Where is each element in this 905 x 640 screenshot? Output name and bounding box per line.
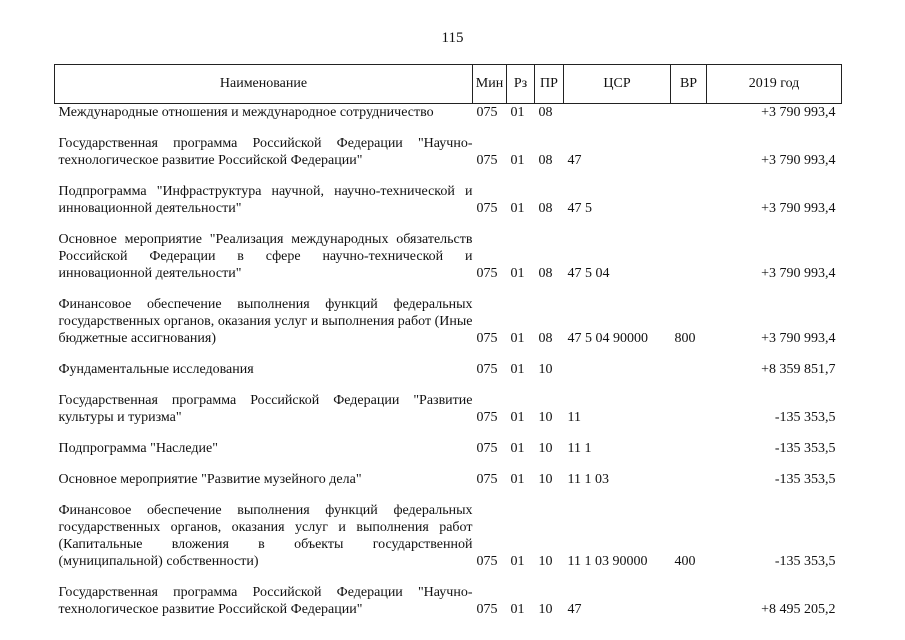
row-min: 075 <box>476 410 498 425</box>
row-min: 075 <box>476 153 498 168</box>
row-min: 075 <box>476 266 498 281</box>
row-amount: -135 353,5 <box>774 410 836 425</box>
table-body <box>55 104 842 624</box>
row-pr: 10 <box>538 472 553 487</box>
row-rz: 01 <box>510 201 525 216</box>
row-vr: 400 <box>674 554 696 569</box>
row-pr: 08 <box>538 153 553 168</box>
row-min: 075 <box>476 472 498 487</box>
row-rz: 01 <box>510 554 525 569</box>
row-pr: 10 <box>538 602 553 617</box>
row-vr <box>671 104 707 127</box>
row-name: Финансовое обеспечение выполнения функций федеральных государственных органов, оказания услуг и выполнения работ (Иные бюджетные ассигнования) <box>58 297 473 346</box>
row-csr: 47 5 <box>567 201 592 216</box>
row-vr <box>671 431 707 462</box>
row-rz: 01 <box>510 266 525 281</box>
table-row <box>55 493 842 575</box>
row-amount: -135 353,5 <box>774 472 836 487</box>
row-csr: 11 1 <box>567 441 592 456</box>
table-row <box>55 126 842 174</box>
row-vr <box>671 383 707 431</box>
row-rz: 01 <box>510 362 525 377</box>
row-csr: 47 5 04 90000 <box>567 331 648 346</box>
row-amount: -135 353,5 <box>774 554 836 569</box>
page-number: 115 <box>441 30 464 46</box>
header-rz: Рз <box>507 65 535 104</box>
table-row <box>55 462 842 493</box>
table-row <box>55 575 842 623</box>
header-pr: ПР <box>535 65 564 104</box>
row-csr: 11 <box>567 410 581 425</box>
row-min: 075 <box>476 362 498 377</box>
row-amount: +3 790 993,4 <box>761 201 836 216</box>
header-csr: ЦСР <box>564 65 671 104</box>
row-csr <box>564 352 671 383</box>
table-row <box>55 431 842 462</box>
row-name: Основное мероприятие "Реализация международных обязательств Российской Федерации в сфере научно-технической и инновационной деятельности" <box>58 232 473 281</box>
row-rz: 01 <box>510 472 525 487</box>
row-vr: 800 <box>674 331 696 346</box>
row-csr: 11 1 03 <box>567 472 609 487</box>
row-pr: 08 <box>538 331 553 346</box>
row-pr: 10 <box>538 554 553 569</box>
row-csr <box>564 104 671 127</box>
row-min: 075 <box>476 602 498 617</box>
row-pr: 10 <box>538 410 553 425</box>
table-row <box>55 222 842 287</box>
row-amount: +3 790 993,4 <box>761 105 836 120</box>
row-vr <box>671 174 707 222</box>
header-year: 2019 год <box>707 65 842 104</box>
row-rz: 01 <box>510 441 525 456</box>
row-vr <box>671 222 707 287</box>
table-row <box>55 352 842 383</box>
row-rz: 01 <box>510 153 525 168</box>
row-vr <box>671 126 707 174</box>
row-min: 075 <box>476 441 498 456</box>
header-min: Мин <box>473 65 507 104</box>
table-row <box>55 287 842 352</box>
row-pr: 10 <box>538 362 553 377</box>
table-row <box>55 383 842 431</box>
header-vr: ВР <box>671 65 707 104</box>
row-name: Государственная программа Российской Федерации "Развитие культуры и туризма" <box>58 393 473 425</box>
row-min: 075 <box>476 554 498 569</box>
row-name: Международные отношения и международное сотрудничество <box>58 105 434 120</box>
row-csr: 47 5 04 <box>567 266 610 281</box>
row-min: 075 <box>476 201 498 216</box>
row-csr: 47 <box>567 153 582 168</box>
row-vr <box>671 462 707 493</box>
row-amount: -135 353,5 <box>774 441 836 456</box>
table-row <box>55 104 842 127</box>
table-header <box>55 65 842 104</box>
row-min: 075 <box>476 331 498 346</box>
row-name: Подпрограмма "Наследие" <box>58 441 218 456</box>
row-rz: 01 <box>510 602 525 617</box>
row-pr: 08 <box>538 201 553 216</box>
row-rz: 01 <box>510 410 525 425</box>
header-name: Наименование <box>55 65 473 104</box>
row-name: Фундаментальные исследования <box>58 362 254 377</box>
row-vr <box>671 575 707 623</box>
row-name: Подпрограмма "Инфраструктура научной, научно-технической и инновационной деятельности" <box>58 184 473 216</box>
row-amount: +3 790 993,4 <box>761 266 836 281</box>
row-name: Финансовое обеспечение выполнения функций федеральных государственных органов, оказания услуг и выполнения работ (Капитальные вложения в объекты государственной (муниципальной) собственности) <box>58 503 473 569</box>
row-csr: 47 <box>567 602 582 617</box>
row-rz: 01 <box>510 331 525 346</box>
row-amount: +8 495 205,2 <box>761 602 836 617</box>
row-rz: 01 <box>510 105 525 120</box>
row-vr <box>671 352 707 383</box>
row-amount: +8 359 851,7 <box>761 362 836 377</box>
budget-table <box>54 64 842 623</box>
row-min: 075 <box>476 105 498 120</box>
row-name: Основное мероприятие "Развитие музейного дела" <box>58 472 362 487</box>
row-name: Государственная программа Российской Федерации "Научно-технологическое развитие Российской Федерации" <box>58 136 473 168</box>
table-row <box>55 174 842 222</box>
row-pr: 08 <box>538 266 553 281</box>
row-amount: +3 790 993,4 <box>761 153 836 168</box>
row-name: Государственная программа Российской Федерации "Научно-технологическое развитие Российской Федерации" <box>58 585 473 617</box>
row-amount: +3 790 993,4 <box>761 331 836 346</box>
row-pr: 08 <box>538 105 553 120</box>
row-csr: 11 1 03 90000 <box>567 554 648 569</box>
row-pr: 10 <box>538 441 553 456</box>
